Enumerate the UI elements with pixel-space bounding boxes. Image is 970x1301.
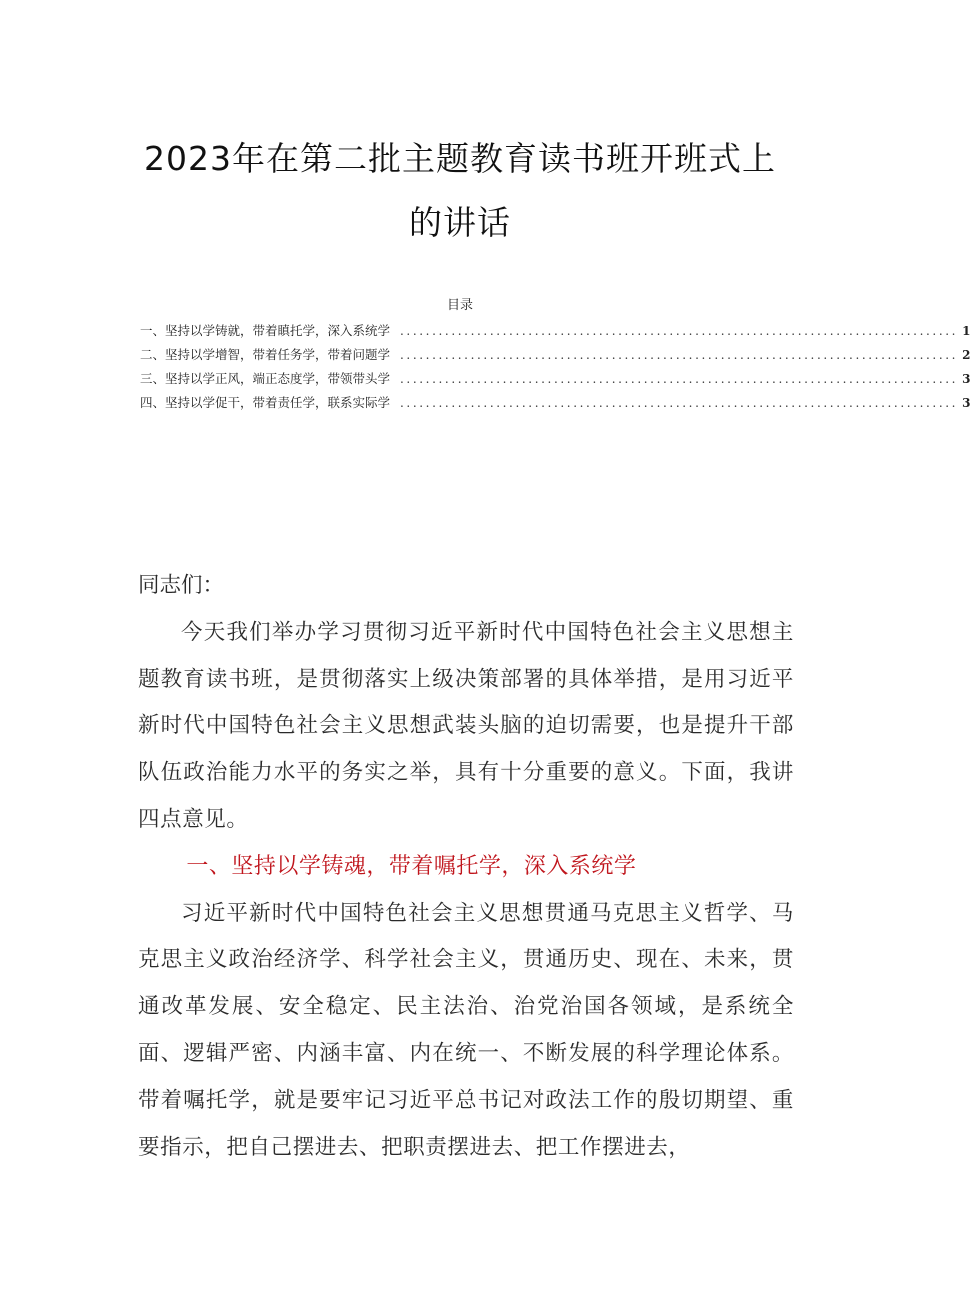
toc-entry-label: 二、坚持以学增智，带着任务学，带着问题学: [140, 347, 391, 362]
toc-entry-page: 3: [962, 396, 970, 410]
toc-entry-label: 四、坚持以学促干，带着责任学，联系实际学: [140, 395, 391, 410]
toc-entry-page: 3: [962, 372, 970, 386]
toc-leader-dots: .......................................................................................: [400, 348, 959, 362]
document-body: [138, 563, 794, 1171]
toc-entry-label: 三、坚持以学正风，端正态度学，带领带头学: [140, 371, 391, 386]
toc-leader-dots: .......................................................................................: [400, 372, 959, 386]
toc-leader-dots: .......................................................................................: [400, 324, 959, 338]
table-of-contents: [140, 296, 970, 415]
toc-entry-page: 1: [962, 324, 970, 338]
toc-entry-page: 2: [962, 348, 970, 362]
toc-heading: 目录: [446, 298, 473, 313]
toc-entry[interactable]: [140, 367, 970, 391]
section-heading-1: 一、坚持以学铸魂，带着嘱托学，深入系统学: [186, 853, 637, 879]
toc-entry[interactable]: [140, 319, 970, 343]
toc-entry[interactable]: [140, 391, 970, 415]
section-1-paragraph: 习近平新时代中国特色社会主义思想贯通马克思主义哲学、马克思主义政治经济学、科学社会主义，贯通历史、现在、未来，贯通改革发展、安全稳定、民主法治、治党治国各领域，是系统全面、逻辑严密、内涵丰富、内在统一、不断发展的科学理论体系。带着嘱托学，就是要牢记习近平总书记对政法工作的殷切期望、重要指示，把自己摆进去、把职责摆进去、把工作摆进去，: [138, 900, 794, 1160]
title-line-1: 2023年在第二批主题教育读书班开班式上: [144, 139, 776, 178]
toc-leader-dots: .......................................................................................: [400, 396, 959, 410]
toc-entry-label: 一、坚持以学铸就，带着瞋托学，深入系统学: [140, 323, 391, 338]
document-title: [60, 128, 860, 254]
toc-entry[interactable]: [140, 343, 970, 367]
salutation: 同志们：: [138, 573, 225, 598]
intro-paragraph: 今天我们举办学习贯彻习近平新时代中国特色社会主义思想主题教育读书班，是贯彻落实上级决策部署的具体举措，是用习近平新时代中国特色社会主义思想武装头脑的迫切需要，也是提升干部队伍政治能力水平的务实之举，具有十分重要的意义。下面，我讲四点意见。: [138, 619, 794, 832]
title-line-2: 的讲话: [409, 203, 511, 242]
